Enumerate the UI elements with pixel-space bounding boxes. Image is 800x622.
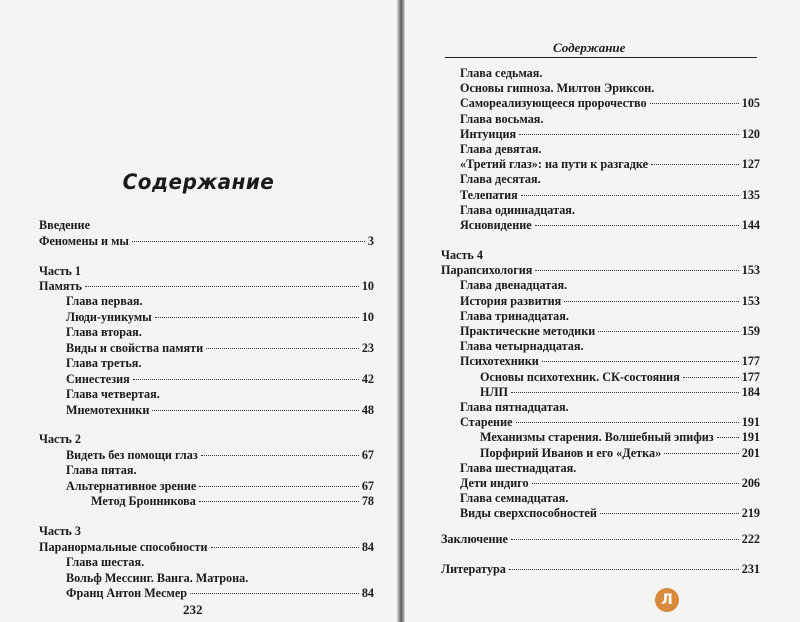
toc-chapter-heading: Глава тринадцатая. bbox=[460, 309, 569, 323]
left-page bbox=[0, 0, 397, 622]
toc-entry: Видеть без помощи глаз 67 bbox=[66, 448, 374, 462]
toc-part-heading: Часть 4 bbox=[441, 248, 484, 262]
toc-chapter-heading: Глава шестнадцатая. bbox=[460, 461, 577, 475]
toc-entry: Мнемотехники 48 bbox=[66, 403, 374, 417]
toc-chapter-heading: Глава семнадцатая. bbox=[460, 491, 569, 505]
toc-chapter-heading: Глава шестая. bbox=[66, 555, 145, 569]
toc-entry: Синестезия 42 bbox=[66, 372, 374, 386]
watermark-logo-icon: Л bbox=[655, 588, 679, 612]
toc-title: Содержание bbox=[122, 170, 275, 194]
toc-chapter-heading: Глава десятая. bbox=[460, 172, 541, 186]
toc-chapter-heading: Глава одиннадцатая. bbox=[460, 203, 575, 217]
toc-entry: Психотехники 177 bbox=[460, 354, 760, 368]
toc-entry: Феномены и мы 3 bbox=[39, 234, 374, 248]
toc-entry: Самореализующееся пророчество 105 bbox=[460, 96, 760, 110]
book-spine bbox=[397, 0, 405, 622]
toc-entry-literature: Литература 231 bbox=[441, 562, 760, 576]
toc-part-heading: Часть 3 bbox=[39, 524, 82, 538]
toc-chapter-heading: Глава первая. bbox=[66, 294, 143, 308]
toc-entry: НЛП 184 bbox=[480, 385, 760, 399]
toc-entry: Основы гипноза. Милтон Эриксон. bbox=[460, 81, 655, 95]
toc-entry: Альтернативное зрение 67 bbox=[66, 479, 374, 493]
toc-entry: Механизмы старения. Волшебный эпифиз 191 bbox=[480, 430, 760, 444]
toc-entry-conclusion: Заключение 222 bbox=[441, 532, 760, 546]
toc-entry: История развития 153 bbox=[460, 294, 760, 308]
toc-entry: Парапсихология 153 bbox=[441, 263, 760, 277]
toc-chapter-heading: Глава пятнадцатая. bbox=[460, 400, 569, 414]
header-rule bbox=[445, 57, 757, 58]
toc-entry: Старение 191 bbox=[460, 415, 760, 429]
page-number: 232 bbox=[183, 602, 203, 617]
toc-entry: Франц Антон Месмер 84 bbox=[66, 586, 374, 600]
toc-part-heading: Часть 1 bbox=[39, 264, 82, 278]
toc-entry: Виды сверхспособностей 219 bbox=[460, 506, 760, 520]
right-page bbox=[405, 0, 800, 622]
toc-chapter-heading: Глава третья. bbox=[66, 356, 142, 370]
running-head: Содержание bbox=[553, 40, 626, 55]
toc-chapter-heading: Глава пятая. bbox=[66, 463, 137, 477]
toc-chapter-heading: Глава девятая. bbox=[460, 142, 542, 156]
toc-entry: «Третий глаз»: на пути к разгадке 127 bbox=[460, 157, 760, 171]
toc-entry: Основы психотехник. СК-состояния 177 bbox=[480, 370, 760, 384]
toc-entry-intro: Введение bbox=[39, 218, 90, 232]
toc-entry: Метод Бронникова 78 bbox=[91, 494, 374, 508]
toc-entry: Практические методики 159 bbox=[460, 324, 760, 338]
toc-entry: Ясновидение 144 bbox=[460, 218, 760, 232]
toc-chapter-heading: Глава седьмая. bbox=[460, 66, 543, 80]
toc-entry: Виды и свойства памяти 23 bbox=[66, 341, 374, 355]
toc-chapter-heading: Глава двенадцатая. bbox=[460, 278, 568, 292]
toc-part-heading: Часть 2 bbox=[39, 432, 82, 446]
toc-entry: Память 10 bbox=[39, 279, 374, 293]
toc-entry: Телепатия 135 bbox=[460, 188, 760, 202]
toc-entry: Паранормальные способности 84 bbox=[39, 540, 374, 554]
toc-entry: Вольф Мессинг. Ванга. Матрона. bbox=[66, 571, 249, 585]
toc-chapter-heading: Глава четырнадцатая. bbox=[460, 339, 584, 353]
toc-entry: Порфирий Иванов и его «Детка» 201 bbox=[480, 446, 760, 460]
toc-entry: Интуиция 120 bbox=[460, 127, 760, 141]
toc-chapter-heading: Глава вторая. bbox=[66, 325, 142, 339]
toc-entry: Люди-уникумы 10 bbox=[66, 310, 374, 324]
toc-chapter-heading: Глава восьмая. bbox=[460, 112, 544, 126]
toc-chapter-heading: Глава четвертая. bbox=[66, 387, 160, 401]
toc-entry: Дети индиго 206 bbox=[460, 476, 760, 490]
